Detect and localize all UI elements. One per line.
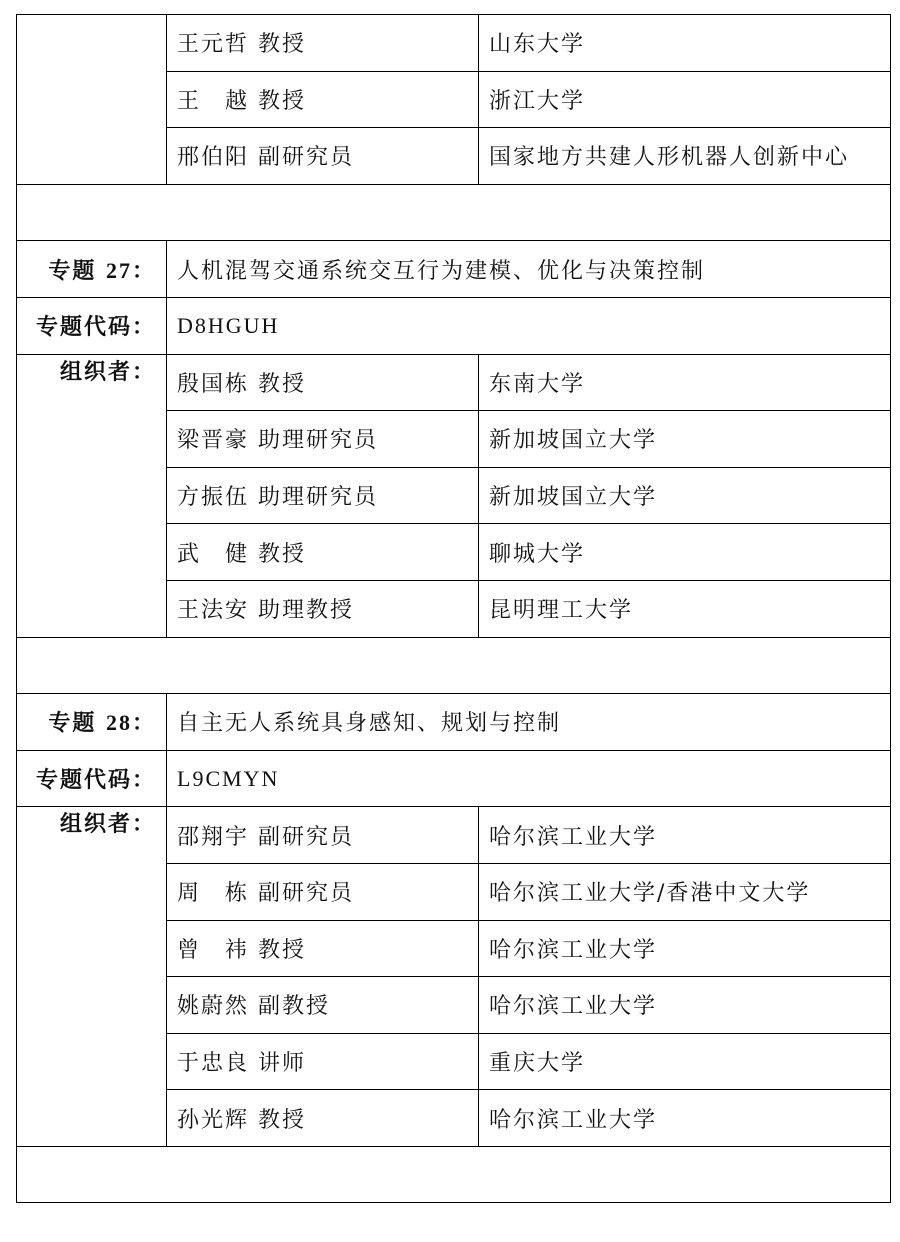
topic-code-label: 专题代码： <box>17 297 167 354</box>
organizer-affiliation: 哈尔滨工业大学 <box>479 807 891 864</box>
organizer-name: 方振伍 助理研究员 <box>167 467 479 524</box>
organizer-name: 邢伯阳 副研究员 <box>167 128 479 185</box>
organizer-affiliation: 国家地方共建人形机器人创新中心 <box>479 128 891 185</box>
organizer-name: 王元哲 教授 <box>167 15 479 72</box>
topic-title: 自主无人系统具身感知、规划与控制 <box>167 694 891 751</box>
organizer-name: 王 越 教授 <box>167 71 479 128</box>
organizer-affiliation: 哈尔滨工业大学 <box>479 977 891 1034</box>
table-row <box>17 807 891 864</box>
topic-title: 人机混驾交通系统交互行为建模、优化与决策控制 <box>167 241 891 298</box>
organizer-name: 周 栋 副研究员 <box>167 863 479 920</box>
organizer-affiliation: 哈尔滨工业大学 <box>479 1090 891 1147</box>
organizer-name: 曾 祎 教授 <box>167 920 479 977</box>
organizer-affiliation: 浙江大学 <box>479 71 891 128</box>
organizer-name: 孙光辉 教授 <box>167 1090 479 1147</box>
topic-code: L9CMYN <box>167 750 891 807</box>
organizer-name: 姚蔚然 副教授 <box>167 977 479 1034</box>
topic-title-row <box>17 694 891 751</box>
spacer-row <box>17 1146 891 1203</box>
organizer-label: 组织者： <box>17 354 167 637</box>
organizer-name: 武 健 教授 <box>167 524 479 581</box>
organizer-affiliation: 新加坡国立大学 <box>479 411 891 468</box>
spacer-row <box>17 637 891 694</box>
topic-label: 专题 28： <box>17 694 167 751</box>
table-row <box>17 15 891 72</box>
organizer-affiliation: 哈尔滨工业大学/香港中文大学 <box>479 863 891 920</box>
organizer-affiliation: 昆明理工大学 <box>479 580 891 637</box>
topic-code-row <box>17 750 891 807</box>
topic-code-label: 专题代码： <box>17 750 167 807</box>
spacer-row <box>17 184 891 241</box>
topics-table <box>16 14 891 1203</box>
organizer-name: 于忠良 讲师 <box>167 1033 479 1090</box>
organizer-affiliation: 哈尔滨工业大学 <box>479 920 891 977</box>
organizer-affiliation: 聊城大学 <box>479 524 891 581</box>
organizer-name: 王法安 助理教授 <box>167 580 479 637</box>
topic-label: 专题 27： <box>17 241 167 298</box>
topic-code-row <box>17 297 891 354</box>
organizer-label-cell <box>17 15 167 185</box>
organizer-affiliation: 新加坡国立大学 <box>479 467 891 524</box>
organizer-affiliation: 重庆大学 <box>479 1033 891 1090</box>
table-row <box>17 354 891 411</box>
organizer-label: 组织者： <box>17 807 167 1147</box>
topic-title-row <box>17 241 891 298</box>
topic-code: D8HGUH <box>167 297 891 354</box>
organizer-name: 殷国栋 教授 <box>167 354 479 411</box>
organizer-name: 邵翔宇 副研究员 <box>167 807 479 864</box>
organizer-affiliation: 山东大学 <box>479 15 891 72</box>
organizer-name: 梁晋豪 助理研究员 <box>167 411 479 468</box>
organizer-affiliation: 东南大学 <box>479 354 891 411</box>
